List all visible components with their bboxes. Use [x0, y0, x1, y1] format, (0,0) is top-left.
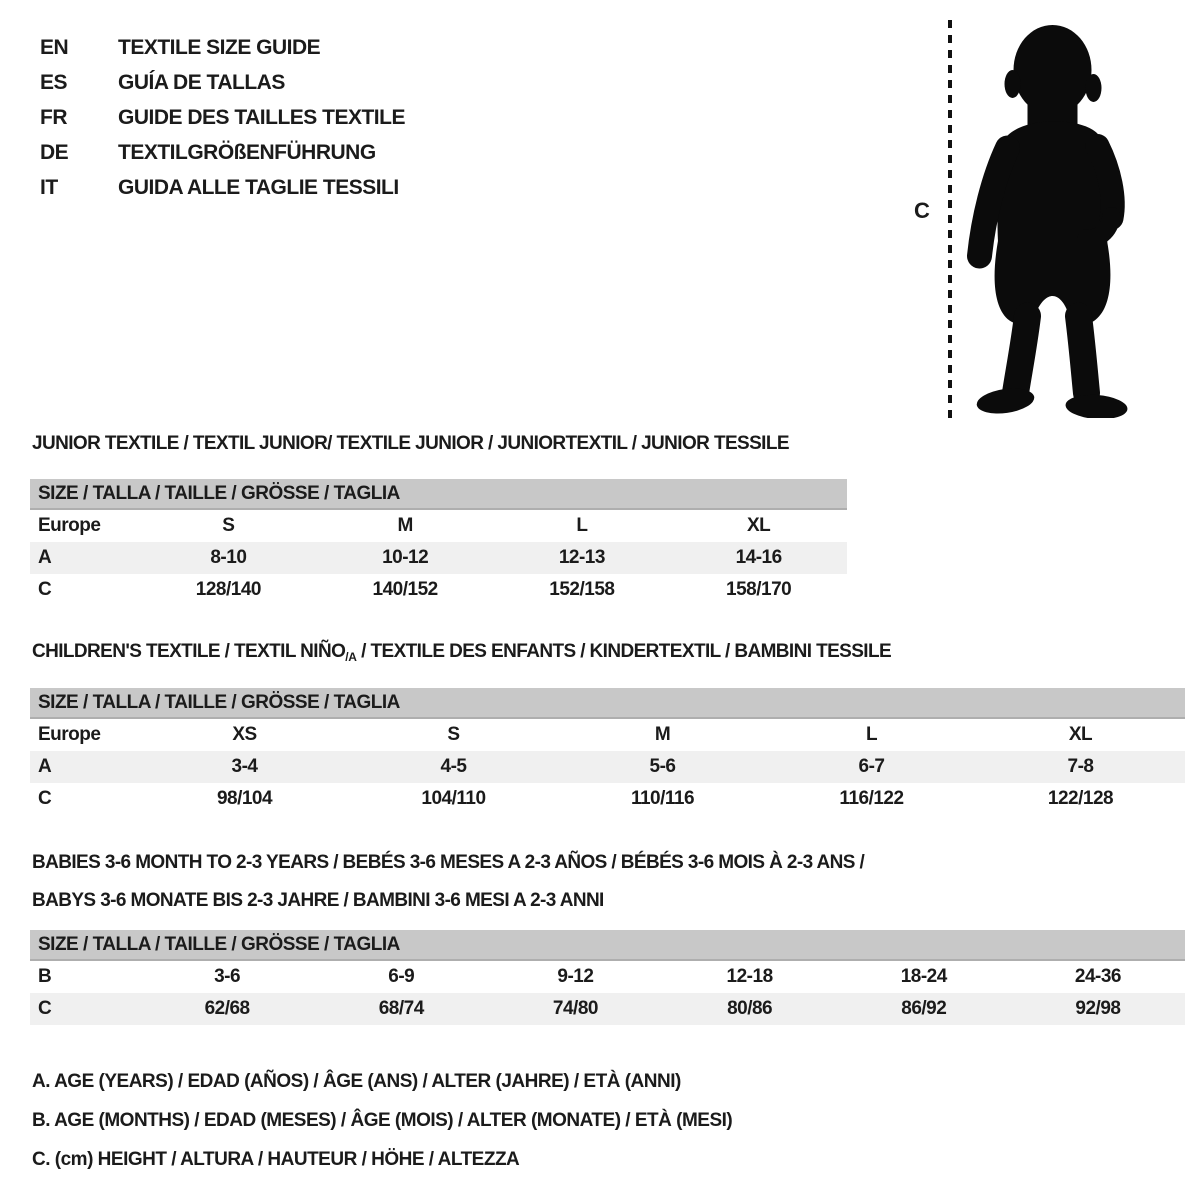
- junior-size-table: [30, 479, 847, 606]
- language-code: IT: [40, 175, 58, 199]
- language-row-en: [40, 30, 405, 65]
- row-label: Europe: [38, 515, 101, 536]
- language-code: DE: [40, 140, 69, 164]
- language-row-fr: [40, 100, 405, 135]
- children-section-title: [32, 641, 891, 664]
- row-label: C: [38, 788, 52, 809]
- age-cell: 9-12: [557, 966, 594, 987]
- language-code: ES: [40, 70, 68, 94]
- language-code: EN: [40, 35, 69, 59]
- height-cell: 80/86: [727, 998, 773, 1019]
- size-header-band: SIZE / TALLA / TAILLE / GRÖSSE / TAGLIA: [30, 688, 1185, 719]
- guide-title-es: GUÍA DE TALLAS: [118, 70, 285, 94]
- language-row-it: [40, 170, 405, 205]
- language-row-es: [40, 65, 405, 100]
- guide-title-en: TEXTILE SIZE GUIDE: [118, 35, 321, 59]
- size-cell: XL: [1068, 724, 1093, 745]
- legend-line-b: B. AGE (MONTHS) / EDAD (MESES) / ÂGE (MOIS) / ALTER (MONATE) / ETÀ (MESI): [32, 1109, 733, 1131]
- size-cell: L: [576, 515, 588, 536]
- guide-title-it: GUIDA ALLE TAGLIE TESSILI: [118, 175, 399, 199]
- language-header: [40, 30, 405, 205]
- age-cell: 3-6: [214, 966, 241, 987]
- table-row-height: [30, 574, 847, 606]
- size-header-band: SIZE / TALLA / TAILLE / GRÖSSE / TAGLIA: [30, 930, 1185, 961]
- table-row-age: [30, 751, 1185, 783]
- height-cell: 140/152: [372, 579, 438, 600]
- legend-line-c: C. (cm) HEIGHT / ALTURA / HAUTEUR / HÖHE / ALTEZZA: [32, 1148, 520, 1170]
- age-cell: 10-12: [382, 547, 429, 568]
- children-size-table: [30, 688, 1185, 815]
- height-cell: 128/140: [195, 579, 261, 600]
- table-row-height: [30, 993, 1185, 1025]
- babies-size-table: [30, 930, 1185, 1025]
- age-cell: 5-6: [649, 756, 676, 777]
- size-cell: S: [222, 515, 235, 536]
- age-cell: 12-13: [558, 547, 605, 568]
- height-cell: 62/68: [204, 998, 250, 1019]
- row-label: C: [38, 998, 52, 1019]
- guide-title-fr: GUIDE DES TAILLES TEXTILE: [118, 105, 405, 129]
- children-title-subscript: /A: [345, 650, 357, 664]
- size-cell: S: [447, 724, 460, 745]
- size-header-band: SIZE / TALLA / TAILLE / GRÖSSE / TAGLIA: [30, 479, 847, 510]
- height-cell: 158/170: [726, 579, 792, 600]
- age-cell: 3-4: [231, 756, 258, 777]
- height-cell: 86/92: [901, 998, 947, 1019]
- height-measure-line-icon: [946, 20, 954, 418]
- age-cell: 24-36: [1074, 966, 1121, 987]
- table-row-height: [30, 783, 1185, 815]
- height-figure: [900, 0, 1200, 430]
- table-row-europe: [30, 719, 1185, 751]
- row-label: B: [38, 966, 52, 987]
- row-label: Europe: [38, 724, 101, 745]
- size-cell: M: [654, 724, 671, 745]
- table-row-age: [30, 542, 847, 574]
- age-cell: 14-16: [735, 547, 782, 568]
- age-cell: 18-24: [900, 966, 947, 987]
- size-cell: L: [865, 724, 878, 745]
- legend: [32, 1062, 732, 1179]
- row-label: A: [38, 756, 52, 777]
- children-title-prefix: CHILDREN'S TEXTILE / TEXTIL NIÑO: [32, 641, 346, 662]
- babies-section-title: [32, 844, 864, 920]
- babies-title-line1: BABIES 3-6 MONTH TO 2-3 YEARS / BEBÉS 3-6 MESES A 2-3 AÑOS / BÉBÉS 3-6 MOIS À 2-3 ANS /: [32, 852, 865, 873]
- age-cell: 8-10: [210, 547, 247, 568]
- size-cell: M: [397, 515, 413, 536]
- size-cell: XL: [746, 515, 771, 536]
- table-row-age-months: [30, 961, 1185, 993]
- language-code: FR: [40, 105, 67, 129]
- row-label: C: [38, 579, 52, 600]
- height-measure-label: C: [914, 198, 930, 223]
- height-cell: 116/122: [839, 788, 904, 809]
- height-cell: 92/98: [1075, 998, 1121, 1019]
- guide-title-de: TEXTILGRÖßENFÜHRUNG: [118, 140, 376, 164]
- height-cell: 110/116: [630, 788, 695, 809]
- legend-line-a: A. AGE (YEARS) / EDAD (AÑOS) / ÂGE (ANS) / ALTER (JAHRE) / ETÀ (ANNI): [32, 1070, 681, 1092]
- children-title-suffix: / TEXTILE DES ENFANTS / KINDERTEXTIL / BAMBINI TESSILE: [356, 641, 892, 662]
- language-row-de: [40, 135, 405, 170]
- height-cell: 152/158: [549, 579, 615, 600]
- babies-title-line2: BABYS 3-6 MONATE BIS 2-3 JAHRE / BAMBINI 3-6 MESI A 2-3 ANNI: [32, 890, 604, 911]
- height-cell: 68/74: [378, 998, 424, 1019]
- height-cell: 122/128: [1047, 788, 1114, 809]
- age-cell: 6-7: [858, 756, 885, 777]
- height-cell: 104/110: [421, 788, 486, 809]
- junior-section-title: JUNIOR TEXTILE / TEXTIL JUNIOR/ TEXTILE JUNIOR / JUNIORTEXTIL / JUNIOR TESSILE: [32, 433, 789, 454]
- size-cell: XS: [232, 724, 257, 745]
- row-label: A: [38, 547, 52, 568]
- age-cell: 4-5: [440, 756, 467, 777]
- height-cell: 74/80: [552, 998, 598, 1019]
- table-row-europe: [30, 510, 847, 542]
- age-cell: 12-18: [726, 966, 773, 987]
- height-cell: 98/104: [216, 788, 273, 809]
- toddler-silhouette-icon: [963, 18, 1143, 418]
- age-cell: 6-9: [388, 966, 415, 987]
- age-cell: 7-8: [1067, 756, 1094, 777]
